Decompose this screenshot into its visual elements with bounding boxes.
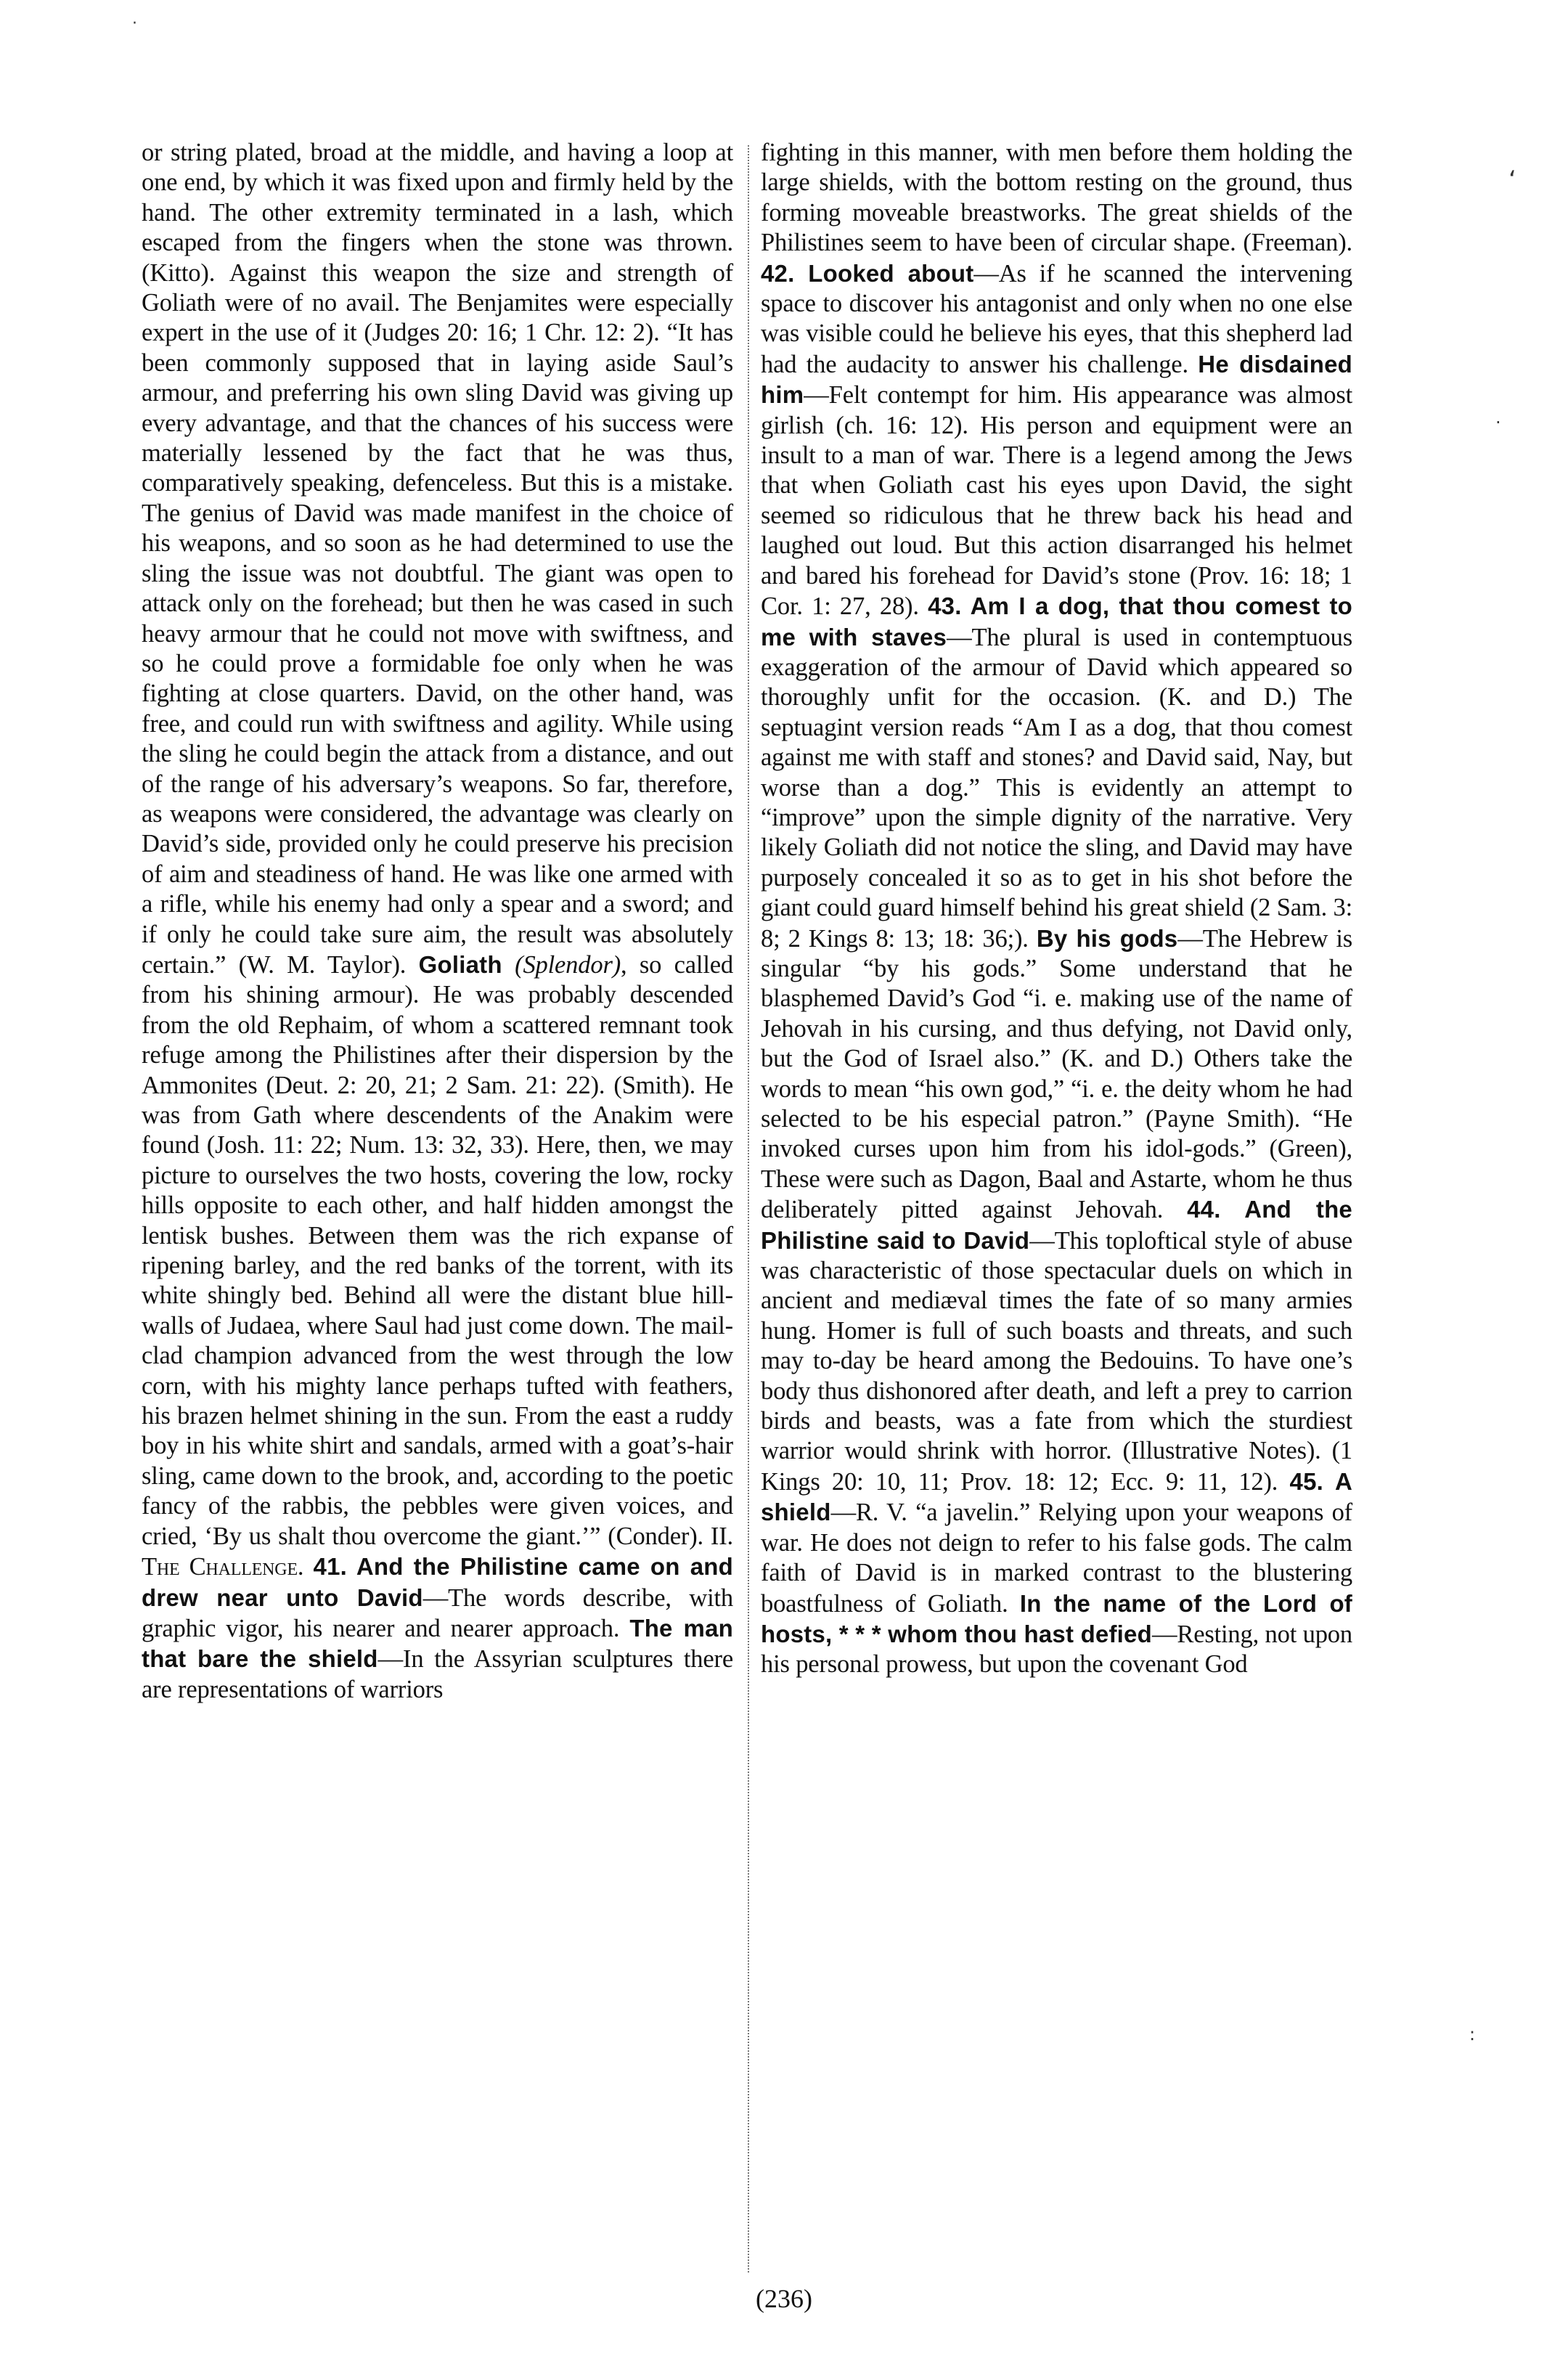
- verse-heading: 45. A shield: [761, 1467, 1352, 1526]
- verse-heading: Goliath: [418, 950, 502, 978]
- body-text: fighting in this manner, with men before them holding the large shields, with the bottom resting on the ground, thus forming moveable breastworks. The great shields of the Philistines seem to have been of circular shape. (Freeman).: [761, 139, 1352, 257]
- left-column-text: [142, 138, 733, 1705]
- body-text: —The Hebrew is singular “by his gods.” Some understand that he blasphemed David’s God “i. e. making use of the name of Jehovah in his cursing, and thus defying, not David only, but the God of Israel also.” (K. and D.) Others take the words to mean “his own god,” “i. e. the deity whom he had selected to be his especial patron.” (Payne Smith). “He invoked curses upon him from his idol-gods.” (Green), These were such as Dagon, Baal and Astarte, whom he thus deliberately pitted against Jehovah.: [761, 924, 1352, 1224]
- body-text: or string plated, broad at the middle, and having a loop at one end, by which it was fixed upon and firmly held by the hand. The other extremity terminated in a lash, which escaped from the fingers when the stone was thrown. (Kitto). Against this weapon the size and strength of Goliath were of no avail. The Benjamites were especially expert in the use of it (Judges 20: 16; 1 Chr. 12: 2). “It has been commonly supposed that in laying aside Saul’s armour, and preferring his own sling David was giving up every advantage, and that the chances of his success were materially lessened by the fact that he was thus, comparatively speaking, defenceless. But this is a mistake. The genius of David was made manifest in the choice of his weapons, and so soon as he had determined to use the sling the issue was not doubtful. The giant was open to attack only on the forehead; but then he was cased in such heavy armour that he could not move with swiftness, and so he could prove a formidable foe only when he was fighting at close quarters. David, on the other hand, was free, and could run with swiftness and agility. While using the sling he could begin the attack from a distance, and out of the range of his adversary’s weapons. So far, therefore, as weapons were considered, the advantage was clearly on David’s side, provided only he could preserve his precision of aim and steadiness of hand. He was like one armed with a rifle, while his enemy had only a spear and a sword; and if only he could take sure aim, the result was absolutely certain.” (W. M. Taylor).: [142, 139, 733, 979]
- verse-heading: 41. And the Philistine came on and drew near unto David: [142, 1553, 733, 1611]
- verse-heading: In the name of the Lord of hosts, * * * whom thou hast defied: [761, 1589, 1352, 1647]
- verse-heading: 42. Looked about: [761, 259, 974, 287]
- italic-text: (Splendor): [515, 950, 621, 979]
- body-text: —This toploftical style of abuse was characteristic of those spectacular duels on which in ancient and mediæval times the fate of so many armies hung. Homer is full of such boasts and threats, and such may to-day be heard among the Bedouins. To have one’s body thus dishonored after death, and left a prey to carrion birds and beasts, was a fate from which the sturdiest warrior would shrink with horror. (Illustrative Notes). (1 Kings 20: 10, 11; Prov. 18: 12; Ecc. 9: 11, 12).: [761, 1226, 1352, 1496]
- left-column: [142, 138, 733, 1705]
- column-divider: [748, 145, 749, 2273]
- verse-heading: 44. And the Philistine said to David: [761, 1196, 1352, 1254]
- body-text: —Felt contempt for him. His appearance was almost girlish (ch. 16: 12). His person and equipment were an insult to a man of war. There is a legend among the Jews that when Goliath cast his eyes upon David, the sight seemed so ridiculous that he threw back his head and laughed out loud. But this action disarranged his helmet and bared his forehead for David’s stone (Prov. 16: 18; 1 Cor. 1: 27, 28).: [761, 381, 1352, 621]
- body-text: , so called from his shining armour). He was probably descended from the old Rephaim, of whom a scattered remnant took refuge among the Philistines after their dispersion by the Ammonites (Deut. 2: 20, 21; 2 Sam. 21: 22). (Smith). He was from Gath where descendents of the Anakim were found (Josh. 11: 22; Num. 13: 32, 33). Here, then, we may picture to ourselves the two hosts, covering the low, rocky hills opposite to each other, and half hidden amongst the lentisk bushes. Between them was the rich expanse of ripening barley, and the red banks of the torrent, with its white shingly bed. Behind all were the distant blue hill-walls of Judaea, where Saul had just come down. The mail-clad champion advanced from the west through the low corn, with his mighty lance perhaps tufted with feathers, his brazen helmet shining in the sun. From the east a ruddy boy in his white shirt and sandals, armed with a goat’s-hair sling, came down to the brook, and, according to the poetic fancy of the rabbis, the pebbles were given voices, and cried, ‘By us shalt thou overcome the giant.’” (Conder). II.: [142, 950, 733, 1550]
- body-text: —R. V. “a javelin.” Relying upon your weapons of war. He does not deign to refer to his false gods. The calm faith of David is in marked contrast to the blustering boastfulness of Goliath.: [761, 1499, 1352, 1618]
- scan-speck-mark: ·: [132, 15, 137, 33]
- body-text: —The plural is used in contemptuous exaggeration of the armour of David which appeared so thoroughly unfit for the occasion. (K. and D.) The septuagint version reads “Am I as a dog, that thou comest against me with staff and stones? and David said, Nay, but worse than a dog.” This is evidently an attempt to “improve” upon the simple dignity of the narrative. Very likely Goliath did not notice the sling, and David may have purposely concealed it so as to get in his shot before the giant could guard himself behind his great shield (2 Sam. 3: 8; 2 Kings 8: 13; 18: 36;).: [761, 623, 1352, 953]
- body-text: —Resting, not upon his personal prowess, but upon the covenant God: [761, 1620, 1352, 1679]
- body-text: [303, 1553, 313, 1581]
- verse-heading: The man that bare the shield: [142, 1614, 733, 1673]
- verse-heading: 43. Am I a dog, that thou comest to me with staves: [761, 592, 1353, 651]
- scan-speck-mark: ·: [1495, 412, 1501, 433]
- section-heading: The Challenge.: [142, 1553, 304, 1581]
- right-column-text: [761, 138, 1352, 1680]
- scan-speck-mark: ‘: [1508, 166, 1516, 195]
- page-number: (236): [756, 2284, 812, 2313]
- verse-heading: He disdained him: [761, 350, 1353, 409]
- verse-heading: By his gods: [1036, 924, 1178, 952]
- right-column: [761, 138, 1352, 1680]
- body-text: —The words describe, with graphic vigor, his nearer and nearer approach.: [142, 1583, 734, 1642]
- body-text: —In the Assyrian sculptures there are representations of warriors: [142, 1645, 734, 1703]
- scan-speck-mark: :: [1469, 2024, 1476, 2045]
- body-text: [502, 951, 515, 979]
- body-text: —As if he scanned the intervening space to discover his antagonist and only when no one else was visible could he believe his eyes, that this shepherd lad had the audacity to answer his challenge.: [761, 259, 1352, 378]
